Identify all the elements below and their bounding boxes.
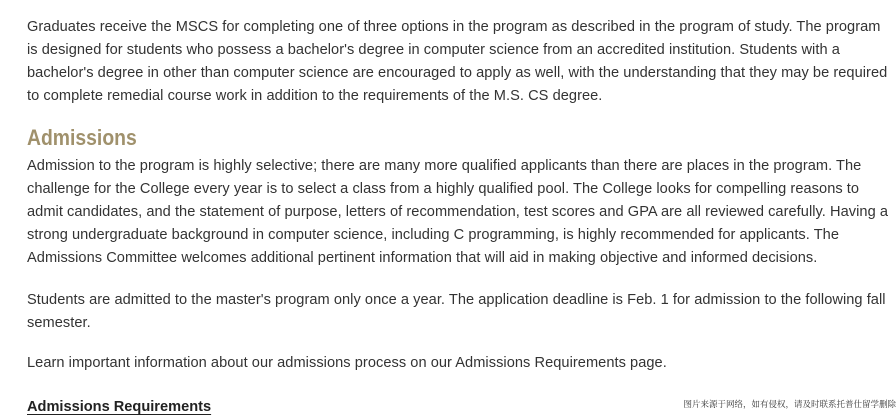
admissions-deadline-paragraph: Students are admitted to the master's program only once a year. The application deadline is Feb. 1 for admission to the following fall semester. [27,292,886,331]
admissions-requirements-link[interactable]: Admissions Requirements [27,399,212,415]
admissions-heading: Admissions [27,125,137,150]
image-source-watermark: 图片来源于网络，如有侵权，请及时联系托普仕留学删除 [683,400,896,410]
admissions-selectivity-paragraph: Admission to the program is highly selective; there are many more qualified applicants than there are places in the program. The challenge for the College every year is to select a class from a highly qualified pool. The College looks for compelling reasons to admit candidates, and the statement of purpose, letters of recommendation, test scores and GPA are all reviewed carefully. Having a strong undergraduate background in computer science, including C programming, is highly recommended for applicants. The Admissions Committee welcomes additional pertinent information that will aid in making objective and informed decisions. [27,158,889,266]
admissions-info-paragraph: Learn important information about our admissions process on our Admissions Requirements page. [27,355,667,371]
program-intro-paragraph: Graduates receive the MSCS for completing one of three options in the program as described in the program of study. The program is designed for students who possess a bachelor's degree in computer science from an accredited institution. Students with a bachelor's degree in other than computer science are encouraged to apply as well, with the understanding that they may be required to complete remedial course work in addition to the requirements of the M.S. CS degree. [27,19,888,104]
